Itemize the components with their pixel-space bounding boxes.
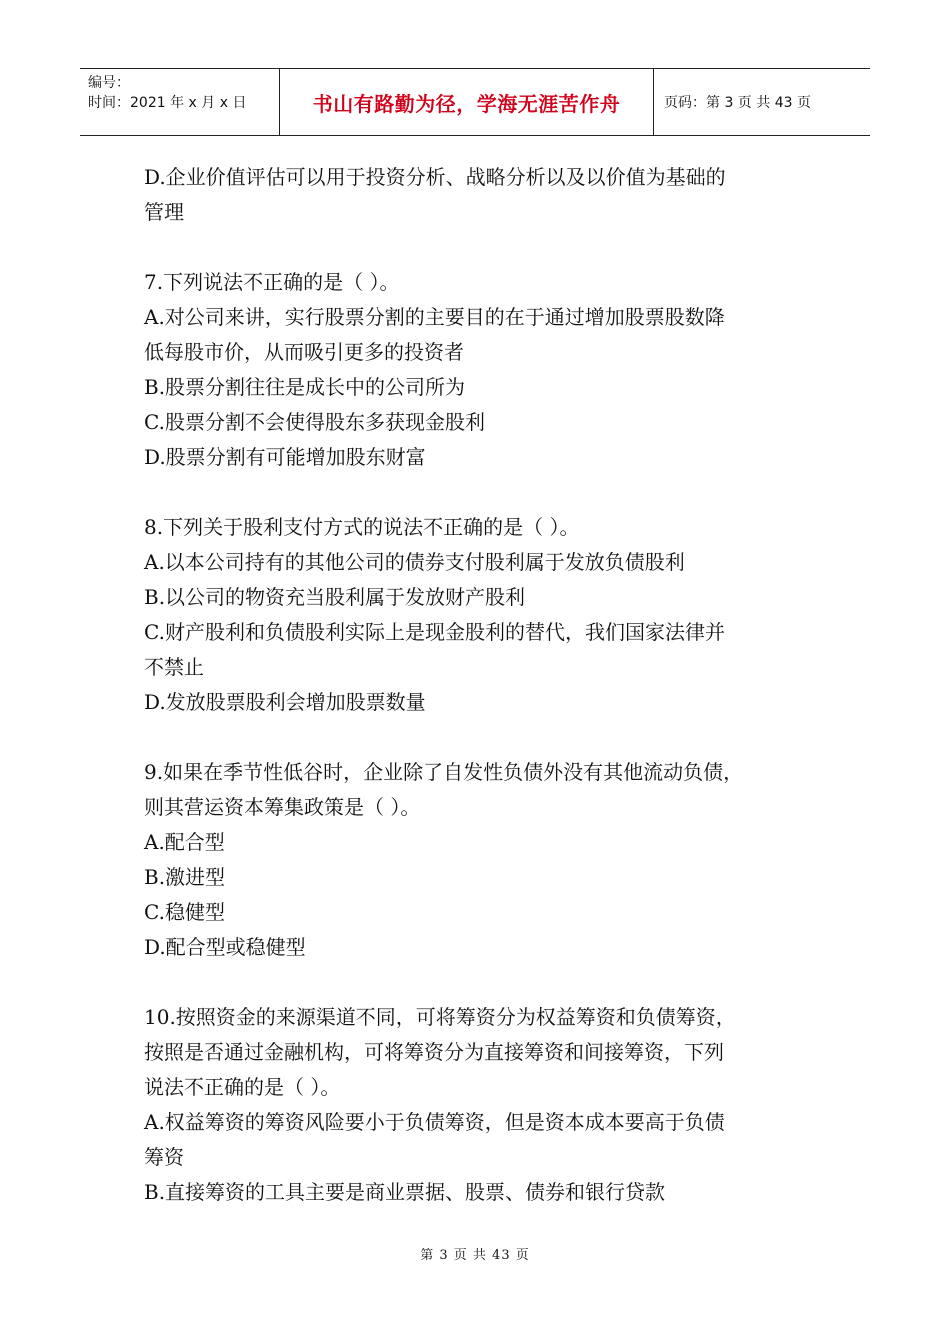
header-motto: 书山有路勤为径，学海无涯苦作舟 xyxy=(280,69,654,135)
question-10-stem-line2: 按照是否通过金融机构，可将筹资分为直接筹资和间接筹资，下列 xyxy=(144,1040,724,1064)
question-8-option-d: D.发放股票股利会增加股票数量 xyxy=(144,690,426,714)
question-8-option-a: A.以本公司持有的其他公司的债券支付股利属于发放负债股利 xyxy=(144,550,685,574)
question-9-option-c: C.稳健型 xyxy=(144,900,225,924)
question-9-option-d: D.配合型或稳健型 xyxy=(144,935,306,959)
question-10-stem-line1: 10.按照资金的来源渠道不同，可将筹资分为权益筹资和负债筹资， xyxy=(144,1005,736,1029)
question-9-stem-line1: 9.如果在季节性低谷时，企业除了自发性负债外没有其他流动负债， xyxy=(144,760,744,784)
question-7-stem: 7.下列说法不正确的是（ ）。 xyxy=(144,270,400,294)
question-7-option-d: D.股票分割有可能增加股东财富 xyxy=(144,445,426,469)
question-7 xyxy=(144,265,804,475)
question-8-option-c-line1: C.财产股利和负债股利实际上是现金股利的替代，我们国家法律并 xyxy=(144,620,725,644)
header-page-code: 页码：第 3 页 共 43 页 xyxy=(664,95,811,111)
question-8-option-b: B.以公司的物资充当股利属于发放财产股利 xyxy=(144,585,526,609)
question-10-option-b: B.直接筹资的工具主要是商业票据、股票、债券和银行贷款 xyxy=(144,1180,666,1204)
header-meta xyxy=(80,69,280,135)
document-time: 时间：2021 年 x 月 x 日 xyxy=(88,95,247,111)
question-9-stem-line2: 则其营运资本筹集政策是（ ）。 xyxy=(144,795,421,819)
question-7-option-c: C.股票分割不会使得股东多获现金股利 xyxy=(144,410,485,434)
question-8-stem: 8.下列关于股利支付方式的说法不正确的是（ ）。 xyxy=(144,515,580,539)
option-6d-line1: D.企业价值评估可以用于投资分析、战略分析以及以价值为基础的 xyxy=(144,165,726,189)
question-8-option-c-line2: 不禁止 xyxy=(144,655,204,679)
question-9 xyxy=(144,755,804,965)
question-10-stem-line3: 说法不正确的是（ ）。 xyxy=(144,1075,341,1099)
option-6d-line2: 管理 xyxy=(144,200,184,224)
question-7-option-a-line1: A.对公司来讲，实行股票分割的主要目的在于通过增加股票股数降 xyxy=(144,305,725,329)
question-10 xyxy=(144,1000,804,1210)
question-9-option-a: A.配合型 xyxy=(144,830,225,854)
document-body xyxy=(144,160,804,1210)
question-10-option-a-line1: A.权益筹资的筹资风险要小于负债筹资，但是资本成本要高于负债 xyxy=(144,1110,725,1134)
question-7-option-b: B.股票分割往往是成长中的公司所为 xyxy=(144,375,466,399)
page-header xyxy=(80,68,870,136)
document-number-label: 编号： xyxy=(88,75,130,91)
page-footer: 第 3 页 共 43 页 xyxy=(420,1248,530,1263)
question-7-option-a-line2: 低每股市价，从而吸引更多的投资者 xyxy=(144,340,464,364)
question-8 xyxy=(144,510,804,720)
question-10-option-a-line2: 筹资 xyxy=(144,1145,184,1169)
question-9-option-b: B.激进型 xyxy=(144,865,226,889)
